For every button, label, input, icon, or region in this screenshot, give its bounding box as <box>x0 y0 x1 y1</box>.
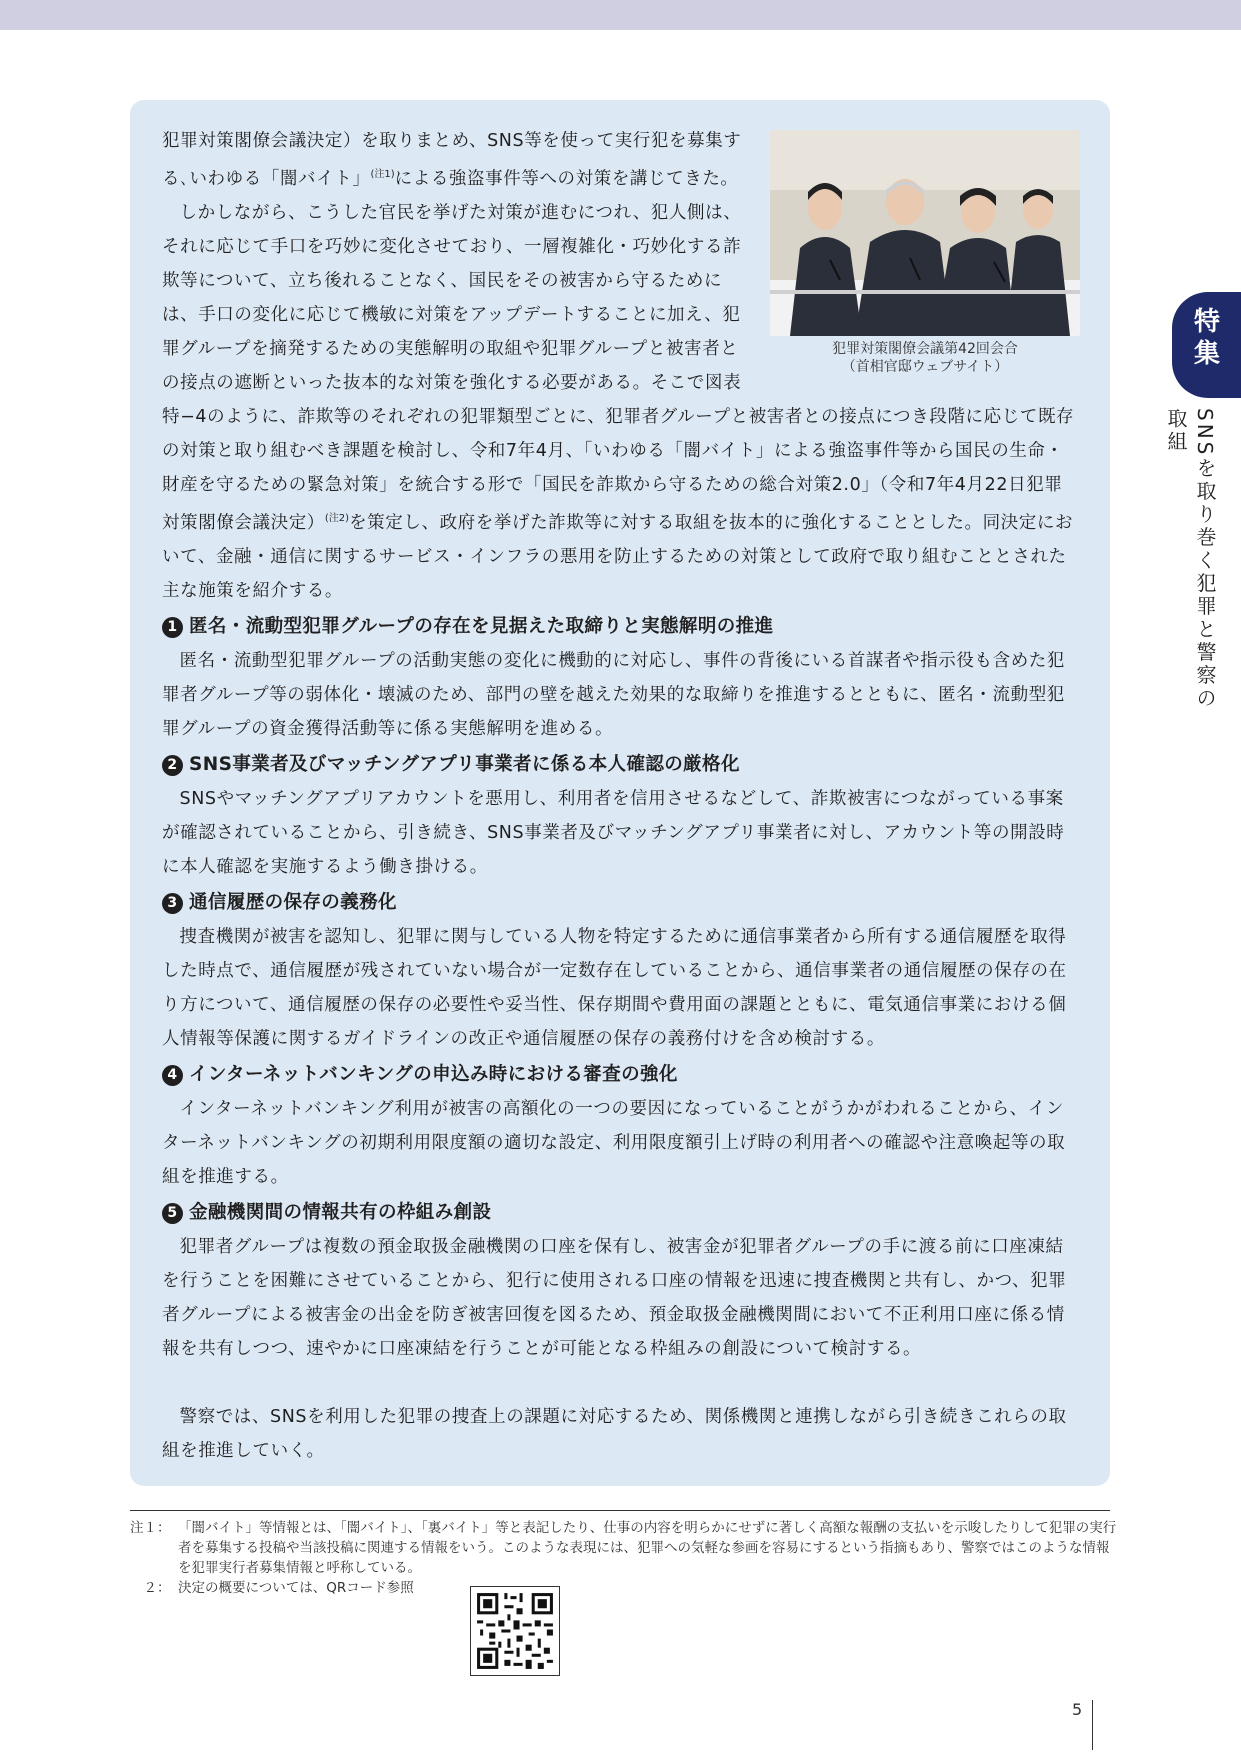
footnote-ref-1: (注1) <box>370 169 395 180</box>
paragraph-gap <box>162 1366 1080 1400</box>
qr-code-icon[interactable] <box>470 1586 560 1676</box>
section-heading-4 <box>162 1058 1080 1092</box>
section-body-2: SNSやマッチングアプリアカウントを悪用し、利用者を信用させるなどして、詐欺被害につながっている事案が確認されていることから、引き続き、SNS事業者及びマッチングアプリ事業者に対し、アカウント等の開設時に本人確認を実施するよう働き掛ける。 <box>162 789 1065 877</box>
footnote-text-1: 「闇バイト」等情報とは、「闇バイト」、「裏バイト」等と表記したり、仕事の内容を明らかにせずに著しく高額な報酬の支払いを示唆したりして犯罪の実行者を募集する投稿や当該投稿に関連する情報をいう。このような表現には、犯罪への気軽な参画を容易にするという指摘もあり、警察ではこのような情報を犯罪実行者募集情報と呼称している。 <box>178 1520 1117 1576</box>
section-heading-2 <box>162 748 1080 782</box>
article-content <box>162 124 1080 1468</box>
footnote-label-2: ２： <box>130 1580 171 1596</box>
footnote-1 <box>130 1518 1120 1578</box>
feature-tab-label: 特集 <box>1193 307 1220 369</box>
section-number-4: 4 <box>162 1065 183 1086</box>
footnote-text-2: 決定の概要については、QRコード参照 <box>178 1580 414 1596</box>
footnote-ref-2: (注2) <box>324 513 350 524</box>
photo-caption-line2: （首相官邸ウェブサイト） <box>841 359 1009 375</box>
footnote-2 <box>130 1578 1120 1598</box>
photo-caption-line1: 犯罪対策閣僚会議第42回会合 <box>832 341 1018 357</box>
section-body-1: 匿名・流動型犯罪グループの活動実態の変化に機動的に対応し、事件の背後にいる首謀者や指示役も含めた犯罪者グループ等の弱体化・壊滅のため、部門の壁を越えた効果的な取締りを推進するとともに、匿名・流動型犯罪グループの資金獲得活動等に係る実態解明を進める。 <box>162 651 1065 739</box>
section-title-1: 匿名・流動型犯罪グループの存在を見据えた取締りと実態解明の推進 <box>189 616 774 637</box>
section-title-2: SNS事業者及びマッチングアプリ事業者に係る本人確認の厳格化 <box>189 754 740 775</box>
section-body-4: インターネットバンキング利用が被害の高額化の一つの要因になっていることがうかがわれることから、インターネットバンキングの初期利用限度額の適切な設定、利用限度額引上げ時の利用者への確認や注意喚起等の取組を推進する。 <box>162 1099 1066 1187</box>
section-number-3: 3 <box>162 893 183 914</box>
photo-block <box>770 130 1080 376</box>
section-number-1: 1 <box>162 617 183 638</box>
section-body-5: 犯罪者グループは複数の預金取扱金融機関の口座を保有し、被害金が犯罪者グループの手に渡る前に口座凍結を行うことを困難にさせていることから、犯行に使用される口座の情報を迅速に捜査機関と共有し、かつ、犯罪者グループによる被害金の出金を防ぎ被害回復を図るため、預金取扱金融機関間において不正利用口座に係る情報を共有しつつ、速やかに口座凍結を行うことが可能となる枠組みの創設について検討する。 <box>162 1237 1067 1359</box>
section-title-4: インターネットバンキングの申込み時における審査の強化 <box>189 1064 678 1085</box>
section-body-3: 捜査機関が被害を認知し、犯罪に関与している人物を特定するために通信事業者から所有する通信履歴を取得した時点で、通信履歴が残されていない場合が一定数存在していることから、通信事業者の通信履歴の保存の在り方について、通信履歴の保存の必要性や妥当性、保存期間や費用面の課題とともに、電気通信事業における個人情報等保護に関するガイドラインの改正や通信履歴の保存の義務付けを含め検討する。 <box>162 927 1067 1049</box>
side-section-title: SNSを取り巻く犯罪と警察の取組 <box>1164 408 1217 711</box>
section-heading-5 <box>162 1196 1080 1230</box>
intro-text-2a: しかしながら、こうした官民を挙げた対策が進むにつれ、犯人側は、それに応じて手口を巧妙に変化させており、一層複雑化・巧妙化する詐欺等について、立ち後れることなく、国民をその被害から守るためには、手口の変化に応じて機敏に対策をアップデートすることに加え、犯罪グループを摘発するための実態解明の取組や犯罪グループと被害者との接点の遮断といった抜本的な対策を強化する必要がある。そこで図表特−4のように、詐欺等のそれぞれの犯罪類型ごとに、犯罪者グループと被害者との接点につき段階に応じて既存の対策と取り組むべき課題を検討し、令和7年4月、「いわゆる「闇バイト」による強盗事件等から国民の生命・財産を守るための緊急対策」を統合する形で「国民を詐欺から守るための総合対策2.0」（令和7年4月22日犯罪対策閣僚会議決定） <box>162 203 1075 533</box>
section-title-5: 金融機関間の情報共有の枠組み創設 <box>189 1202 492 1223</box>
feature-tab <box>1172 292 1241 398</box>
top-color-band <box>0 0 1241 30</box>
footnote-divider <box>130 1510 1110 1511</box>
intro-text-2b: を策定し、政府を挙げた詐欺等に対する取組を抜本的に強化することとした。同決定において、金融・通信に関するサービス・インフラの悪用を防止するための対策として政府で取り組むこととされた主な施策を紹介する。 <box>162 513 1074 601</box>
section-heading-3 <box>162 886 1080 920</box>
page-number-rule <box>1092 1700 1093 1750</box>
intro-text-1a: 犯罪対策閣僚会議決定）を取りまとめ、SNS等を使って実行犯を募集する､いわゆる「闇バイト」 <box>162 131 742 189</box>
section-heading-1 <box>162 610 1080 644</box>
closing-paragraph: 警察では、SNSを利用した犯罪の捜査上の課題に対応するため、関係機関と連携しながら引き続きこれらの取組を推進していく。 <box>162 1407 1067 1461</box>
page-number: 5 <box>1072 1700 1083 1719</box>
section-number-2: 2 <box>162 755 183 776</box>
section-number-5: 5 <box>162 1203 183 1224</box>
section-title-3: 通信履歴の保存の義務化 <box>189 892 397 913</box>
footnote-label-1: 注１： <box>130 1520 171 1536</box>
meeting-photo <box>770 130 1080 336</box>
intro-text-1b: による強盗事件等への対策を講じてきた。 <box>394 169 739 189</box>
footnotes <box>130 1518 1120 1598</box>
